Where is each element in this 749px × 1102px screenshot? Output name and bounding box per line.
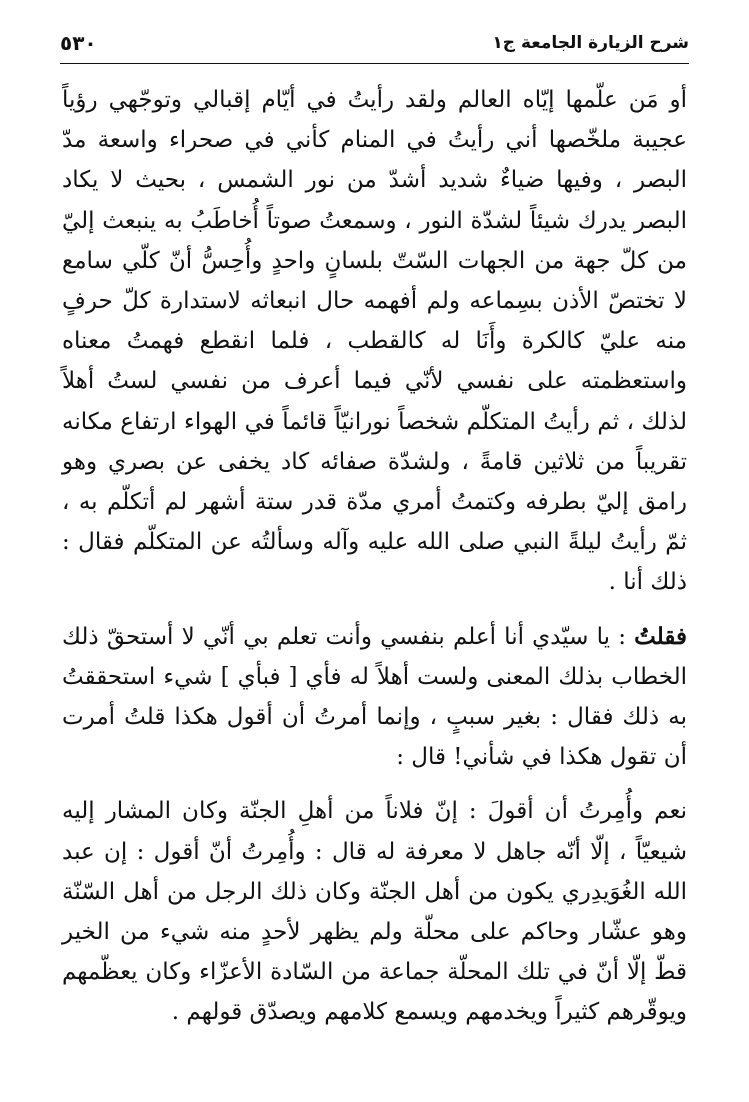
paragraph-gap: [62, 603, 687, 617]
paragraph-lead-word: فقلتُ: [634, 622, 687, 650]
running-title: شرح الزيارة الجامعة ج١: [492, 33, 689, 53]
page-header: [60, 26, 689, 60]
header-divider: [60, 63, 689, 64]
body-text: [62, 80, 687, 1033]
paragraph-text: أو مَن علّمها إيّاه العالم ولقد رأيتُ في أيّام إقبالي وتوجّهي رؤياً عجيبة ملخّصها أني رأيتُ في المنام كأني في صحراء واسعة مدّ البصر ، وفيها ضياءٌ شديد أشدّ من نور الشمس ، بحيث لا يكاد البصر يدرك شيئاً لشدّة النور ، وسمعتُ صوتاً أُخاطَبُ به ينبعث إليّ من كلّ جهة من الجهات السّتّ بلسانٍ واحدٍ وأُحِسُّ أنّ كلّي سامع لا تختصّ الأذن بسِماعه ولم أفهمه حال انبعاثه لاستدارة كلّ حرفٍ منه عليّ كالكرة وأَنَا له كالقطب ، فلما انقطع فهمتُ معناه واستعظمته على نفسي لأنّي فيما أعرف من نفسي لستُ أهلاً لذلك ، ثم رأيتُ المتكلّم شخصاً نورانيّاً قائماً في الهواء ارتفاع مكانه تقريباً من ثلاثين قامةً ، ولشدّة صفائه كاد يخفى عن بصري وهو رامق إليّ بطرفه وكتمتُ أمري مدّة قدر ستة أشهر لم أتكلّم به ، ثمّ رأيتُ ليلةً النبي صلى الله عليه وآله وسألتُه عن المتكلّم فقال : ذلك أنا .: [62, 87, 687, 596]
paragraph-text: : يا سيّدي أنا أعلم بنفسي وأنت تعلم بي أنّي لا أستحقّ ذلك الخطاب بذلك المعنى ولست أهلاً له فأي [ فبأي ] شيء استحققتُ به ذلك فقال : بغير سببٍ ، وإنما أمرتُ أن أقول هكذا قلتُ أمرت أن تقول هكذا في شأني! قال :: [62, 623, 687, 771]
paragraph: [62, 617, 687, 778]
paragraph-text: نعم وأُمِرتُ أن أقولَ : إنّ فلاناً من أهلِ الجنّة وكان المشار إليه شيعيّاً ، إلّا أنّه جاهل لا معرفة له قال : وأُمِرتُ أنّ أقول : إن عبد الله الغُوَيدِري يكون من أهل الجنّة وكان ذلك الرجل من أهل السّنّة وهو عشّار وحاكم على محلّة ولم يظهر لأحدٍ منه شيء من الخير قطّ إلّا أنّ في تلك المحلّة جماعة من السّادة الأعزّاء وكان يعظّمهم ويوقّرهم كثيراً ويخدمهم ويسمع كلامهم ويصدّق قولهم .: [62, 798, 687, 1026]
page-number: ٥٣٠: [60, 31, 97, 55]
paragraph: [62, 791, 687, 1032]
paragraph-gap: [62, 777, 687, 791]
paragraph: [62, 80, 687, 603]
